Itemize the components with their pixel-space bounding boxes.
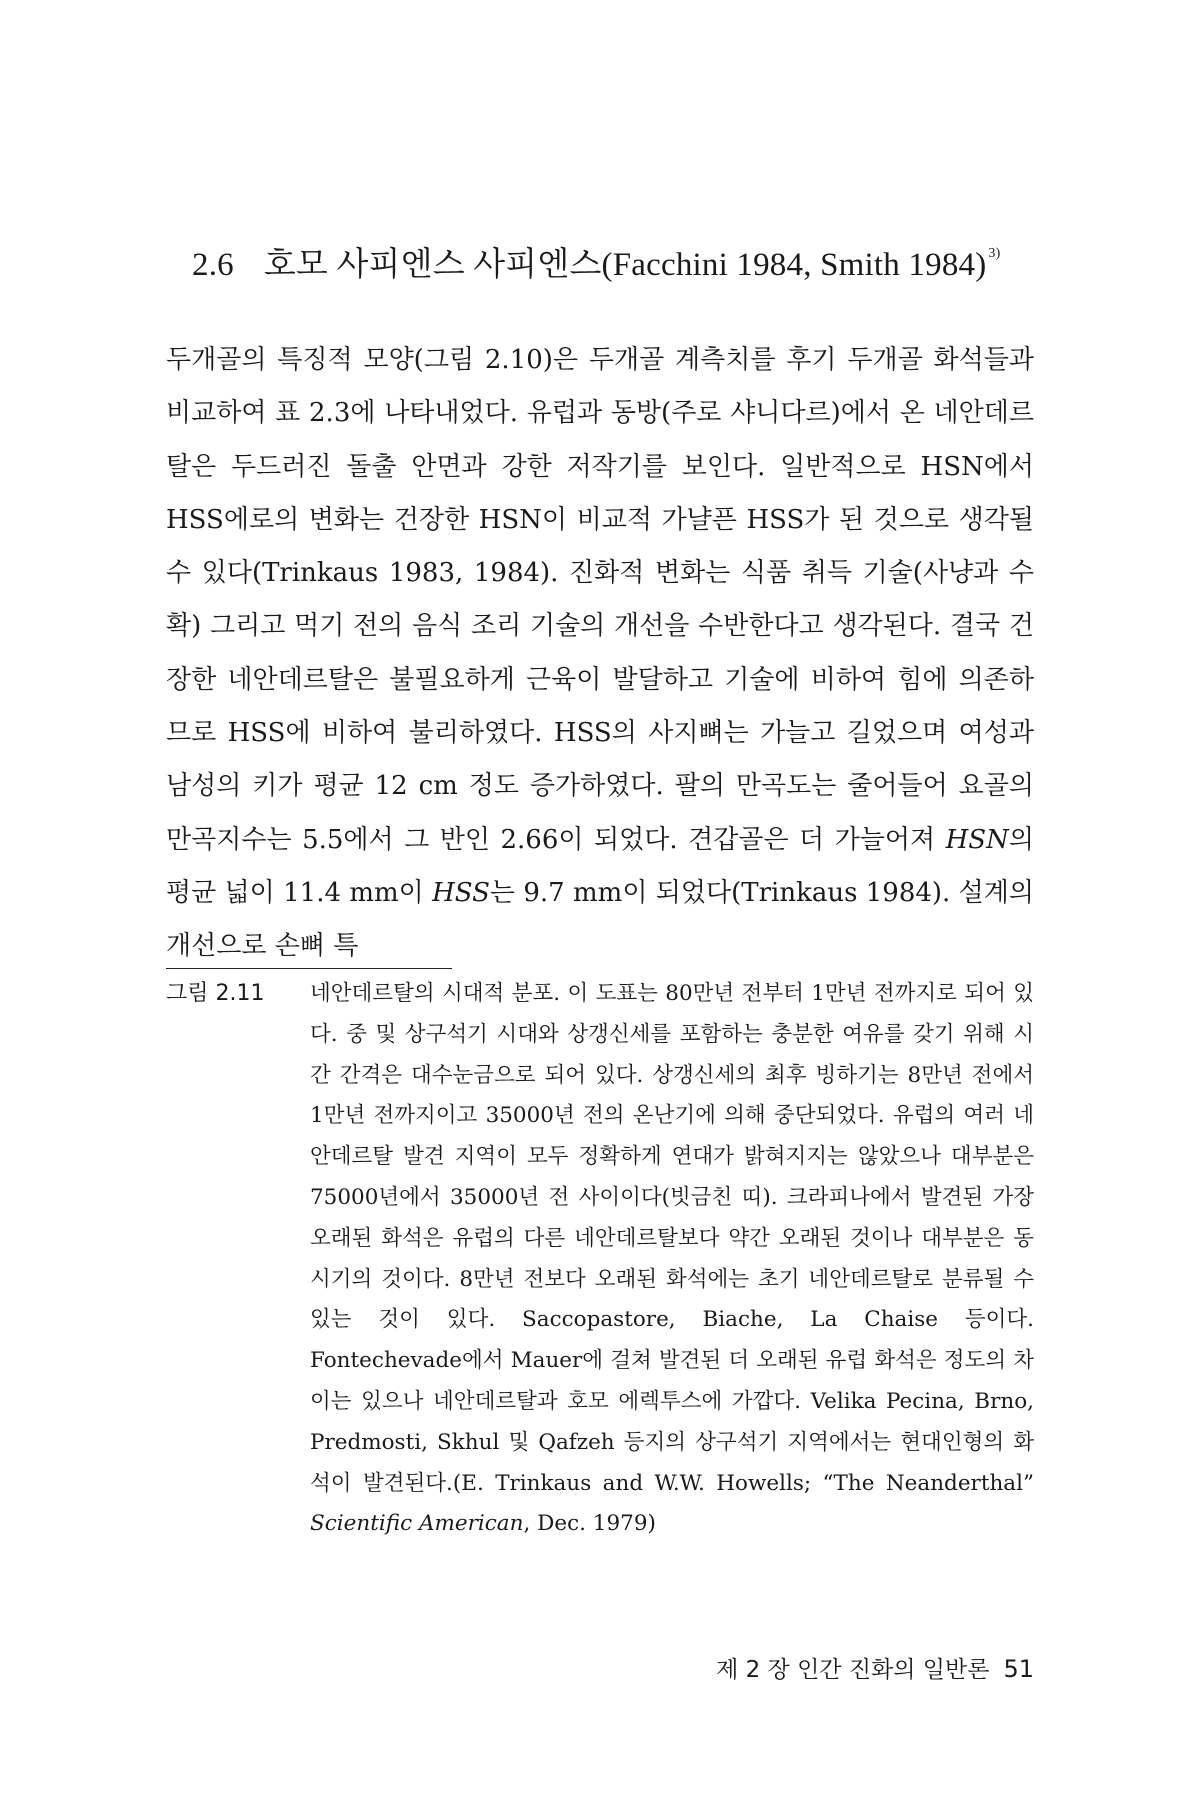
body-paragraph bbox=[166, 334, 1034, 974]
caption-journal: Scientific American bbox=[310, 1511, 524, 1537]
page-number: 51 bbox=[1003, 1655, 1034, 1683]
caption-label: 그림 2.11 bbox=[166, 981, 265, 1006]
footnote-divider bbox=[166, 968, 452, 969]
section-number: 2.6 bbox=[192, 247, 234, 283]
italic-hss: HSS bbox=[432, 877, 490, 908]
chapter-title: 제 2 장 인간 진화의 일반론 bbox=[716, 1657, 990, 1683]
caption-text bbox=[310, 974, 1034, 1545]
body-text-mid: 의 평균 넓이 11.4 mm이 bbox=[166, 824, 1034, 908]
section-heading bbox=[192, 232, 1052, 287]
italic-hsn: HSN bbox=[945, 824, 1009, 855]
body-text-end: 는 9.7 mm이 되었다(Trinkaus 1984). 설계의 개선으로 손뼈 특 bbox=[166, 877, 1034, 962]
page-footer bbox=[640, 1652, 1034, 1687]
section-title: 호모 사피엔스 사피엔스(Facchini 1984, Smith 1984) bbox=[263, 247, 987, 283]
body-text-main: 두개골의 특징적 모양(그림 2.10)은 두개골 계측치를 후기 두개골 화석들과 비교하여 표 2.3에 나타내었다. 유럽과 동방(주로 샤니다르)에서 온 네안데르탈은 두드러진 돌출 안면과 강한 저작기를 보인다. 일반적으로 HSN에서 HSS에로의 변화는 건장한 HSN이 비교적 가냘픈 HSS가 된 것으로 생각될 수 있다(Trinkaus 1983, 1984). 진화적 변화는 식품 취득 기술(사냥과 수확) 그리고 먹기 전의 음식 조리 기술의 개선을 수반한다고 생각된다. 결국 건장한 네안데르탈은 불필요하게 근육이 발달하고 기술에 비하여 힘에 의존하므로 HSS에 비하여 불리하였다. HSS의 사지뼈는 가늘고 길었으며 여성과 남성의 키가 평균 12 cm 정도 증가하였다. 팔의 만곡도는 줄어들어 요골의 만곡지수는 5.5에서 그 반인 2.66이 되었다. 견갑골은 더 가늘어져 bbox=[166, 345, 1034, 855]
footnote-reference: 3) bbox=[988, 246, 1001, 261]
caption-text-main: 네안데르탈의 시대적 분포. 이 도표는 80만년 전부터 1만년 전까지로 되어 있다. 중 및 상구석기 시대와 상갱신세를 포함하는 충분한 여유를 갖기 위해 시간 간격은 대수눈금으로 되어 있다. 상갱신세의 최후 빙하기는 8만년 전에서 1만년 전까지이고 35000년 전의 온난기에 의해 중단되었다. 유럽의 여러 네안데르탈 발견 지역이 모두 정확하게 연대가 밝혀지지는 않았으나 대부분은 75000년에서 35000년 전 사이이다(빗금친 띠). 크라피나에서 발견된 가장 오래된 화석은 유럽의 다른 네안데르탈보다 약간 오래된 것이나 대부분은 동시기의 것이다. 8만년 전보다 오래된 화석에는 초기 네안데르탈로 분류될 수 있는 것이 있다. Saccopastore, Biache, La Chaise 등이다. Fontechevade에서 Mauer에 걸쳐 발견된 더 오래된 유럽 화석은 정도의 차이는 있으나 네안데르탈과 호모 에렉투스에 가깝다. Velika Pecina, Brno, Predmosti, Skhul 및 Qafzeh 등지의 상구석기 지역에서는 현대인형의 화석이 발견된다.(E. Trinkaus and W.W. Howells; “The Neanderthal” bbox=[310, 981, 1034, 1496]
caption-text-end: , Dec. 1979) bbox=[523, 1511, 656, 1537]
